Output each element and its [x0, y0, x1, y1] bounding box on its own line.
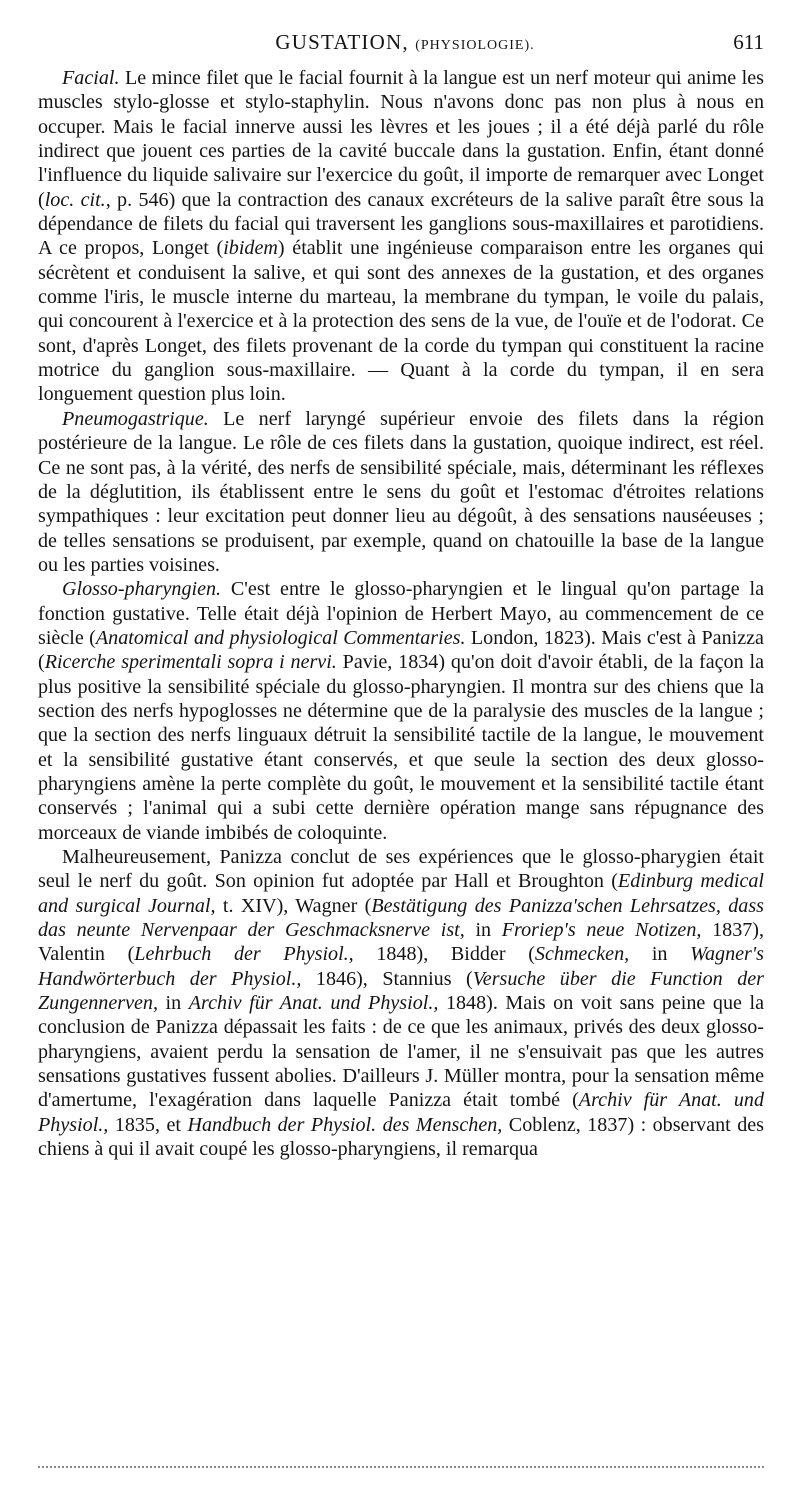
italic-text-segment: Facial. [62, 67, 120, 89]
header-subtitle: (PHYSIOLOGIE). [415, 38, 535, 53]
text-segment: in [464, 919, 502, 942]
text-segment: in [629, 943, 691, 966]
paragraph-pneumogastrique [38, 407, 764, 577]
text-segment: Le mince filet que le facial fournit à la langue est un nerf moteur qui anime les muscles stylo-glosse et stylo-staphylin. Nous n'avons donc pas non plus à nous en occuper. Mais le facial innerve aussi les lèvres et les joues ; il a été déjà parlé du rôle indirect que jouent ces parties de la cavité buccale dans la gustation. Enfin, étant donné l'influence du liquide salivaire sur l'exercice du goût, il importe de remarquer avec Longet ( [38, 67, 764, 211]
text-segment: 1846), Stannius ( [301, 967, 473, 990]
paragraph-glosso-pharyngien [38, 577, 764, 845]
text-segment: Le nerf laryngé supérieur envoie des filets dans la région postérieure de la langue. Le rôle de ces filets dans la gustation, quoique indirect, est réel. Ce ne sont pas, à la vérité, des nerfs de sensibilité spéciale, mais, déterminant les réflexes de la déglutition, ils établissent entre le sens du goût et l'estomac d'étroites relations sympathiques : leur excitation peut donner lieu au dégoût, à des sensations nauséeuses ; de telles sensations se produisent, par exemple, quand on chatouille la base de la langue ou les parties voisines. [38, 407, 764, 576]
italic-text-segment: Anatomical and physiological Commentaries. [95, 626, 466, 649]
running-header [40, 30, 770, 60]
paragraph-facial [38, 66, 764, 407]
page-number: 611 [733, 30, 764, 54]
text-segment: 1837), Valentin ( [38, 919, 764, 966]
paragraph-malheureusement [38, 845, 764, 1161]
footer-dotted-rule [38, 1466, 764, 1468]
italic-text-segment: Froriep's neue Notizen, [501, 919, 702, 942]
italic-text-segment: ibidem [223, 237, 278, 260]
text-segment: , p. 546) que la contraction des canaux excréteurs de la salive paraît être sous la dépendance de filets du facial qui traversent les ganglions sous-maxillaires et parotidiens. A ce propos, Longet ( [38, 188, 764, 260]
italic-text-segment: Bestätigung des Panizza'schen Lehrsatzes, dass das neunte Nervenpaar der Geschmacksnerve ist, [38, 894, 764, 942]
italic-text-segment: Pneumogastrique. [62, 407, 209, 430]
italic-text-segment: Lehrbuch der Physiol., [134, 943, 354, 966]
text-segment: London, 1823). Mais c'est à Panizza ( [38, 626, 764, 674]
text-segment: 1848). Mais on voit sans peine que la conclusion de Panizza dépassait les faits : de ce que les animaux, privés des deux glosso-pharyngiens, avaient perdu la sensation de l'amer, il ne s'ensuivait pas que les autres sensations gustatives fussent abolies. D'ailleurs J. Müller montra, pour la sensation même d'amertume, l'exagération dans laquelle Panizza était tombé ( [38, 992, 764, 1112]
text-segment: Coblenz, 1837) : observant des chiens à qui il avait coupé les glosso-pharyngiens, il remarqua [38, 1113, 764, 1161]
italic-text-segment: Edinburg medical and surgical Journal, [38, 870, 765, 917]
italic-text-segment: Archiv für Anat. und Physiol., [38, 1089, 764, 1136]
italic-text-segment: Handbuch der Physiol. des Menschen, [187, 1113, 503, 1136]
italic-text-segment: loc. cit. [44, 188, 106, 211]
italic-text-segment: Wagner's Handwörterbuch der Physiol., [38, 943, 764, 990]
italic-text-segment: Ricerche sperimentali sopra i nervi. [44, 651, 337, 674]
text-segment: Malheureusement, Panizza conclut de ses expériences que le glosso-pharygien était seul le nerf du goût. Son opinion fut adoptée par Hall et Broughton ( [38, 846, 764, 893]
running-title [40, 30, 770, 55]
italic-text-segment: Versuche über die Function der Zungennerven, [38, 967, 765, 1015]
italic-text-segment: Schmecken, [534, 943, 630, 966]
text-segment: t. XIV), Wagner ( [215, 894, 372, 917]
page-body [38, 66, 764, 1161]
italic-text-segment: Glosso-pharyngien. [62, 578, 222, 601]
italic-text-segment: Archiv für Anat. und Physiol., [188, 992, 439, 1015]
text-segment: 1835, et [108, 1113, 188, 1136]
text-segment: Pavie, 1834) qu'on doit d'avoir établi, de la façon la plus positive la sensibilité spéciale du glosso-pharyngien. Il montra sur des chiens que la section des nerfs hypoglosses ne détermine que de la paralysie des muscles de la langue ; que la section des nerfs linguaux détruit la sensibilité tactile de la langue, le mouvement et la sensibilité gustative étant conservés, et que seule la section des deux glosso-pharyngiens amène la perte complète du goût, le mouvement et la sensibilité tactile étant conservés ; l'animal qui a subi cette dernière opération mange sans répugnance des morceaux de viande imbibés de coloquinte. [38, 651, 764, 844]
text-segment: in [157, 992, 189, 1015]
text-segment: ) établit une ingénieuse comparaison entre les organes qui sécrètent et conduisent la salive, et qui sont des annexes de la gustation, et des organes comme l'iris, le muscle interne du marteau, la membrane du tympan, le voile du palais, qui concourent à l'exercice et à la protection des sens de la vue, de l'ouïe et de l'odorat. Ce sont, d'après Longet, des filets provenant de la corde du tympan qui constituent la racine motrice du ganglion sous-maxillaire. — Quant à la corde du tympan, il en sera longuement question plus loin. [38, 237, 764, 406]
header-title: GUSTATION, [275, 30, 409, 54]
text-segment: 1848), Bidder ( [353, 943, 535, 966]
text-segment: C'est entre le glosso-pharyngien et le lingual qu'on partage la fonction gustative. Telle était déjà l'opinion de Herbert Mayo, au commencement de ce siècle ( [38, 578, 764, 649]
